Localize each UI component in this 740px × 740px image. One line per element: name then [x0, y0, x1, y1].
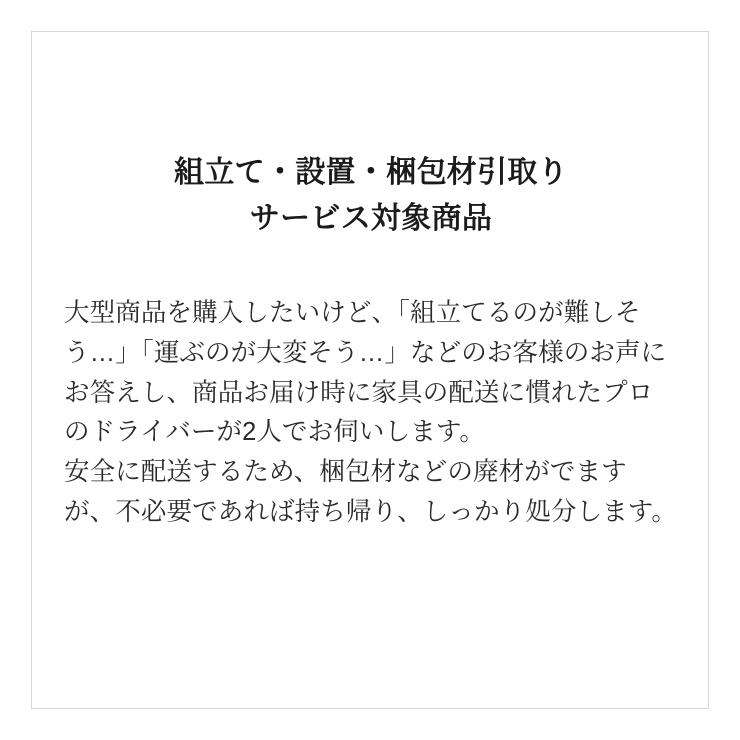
page-title-line-1: 組立て・設置・梱包材引取り	[174, 156, 568, 189]
page-title	[32, 150, 710, 241]
content-area	[32, 32, 710, 710]
page-title-line-2: サービス対象商品	[249, 201, 493, 235]
body-copy	[64, 294, 678, 533]
content-frame	[31, 31, 709, 709]
body-paragraph-1: 大型商品を購入したいけど、「組立てるのが難しそう…」「運ぶのが大変そう…」などのお客様のお声にお答えし、商品お届け時に家具の配送に慣れたプロのドライバーが2人でお伺いします。	[64, 299, 667, 447]
body-paragraph-2: 安全に配送するため、梱包材などの廃材がでますが、不必要であれば持ち帰り、しっかり処分します。	[64, 458, 678, 526]
